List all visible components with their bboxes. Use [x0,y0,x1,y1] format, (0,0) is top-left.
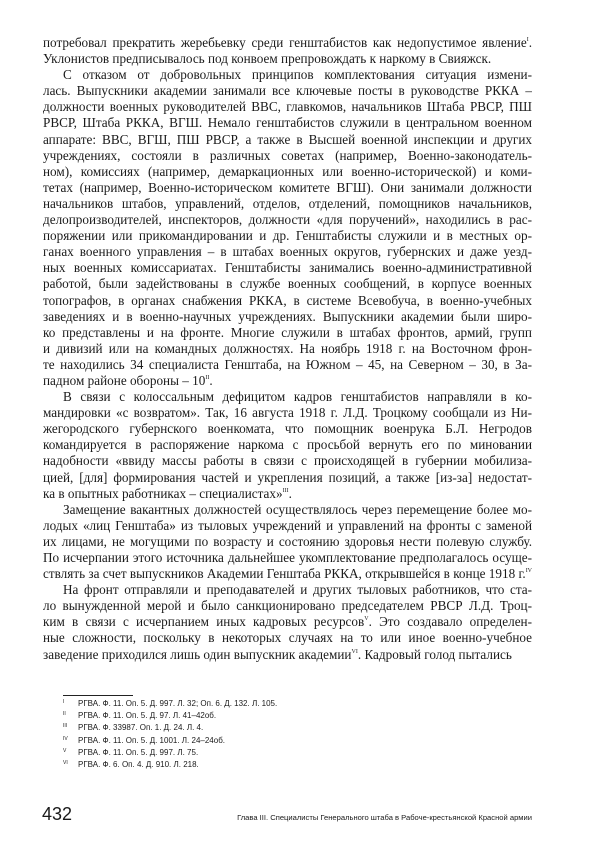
footnote [63,698,277,710]
text-line [43,421,532,437]
text-line [43,534,532,550]
text-line [43,373,532,389]
text-segment: . [209,372,213,388]
footnote-text: РГВА. Ф. 33987. Оп. 1. Д. 24. Л. 4. [78,723,204,733]
text-segment: ном), комиссиях (например, демаркационных или военно-исторической) и коми- [43,163,532,179]
text-line [43,518,532,534]
text-segment: топографов, в органах снабжения РККА, в системе Всевобуча, в военно-учебных [43,292,532,308]
text-segment: потребовал прекратить жеребьевку среди генштабистов как недопустимое явление [43,35,527,50]
text-line [43,341,532,357]
text-segment: падном районе обороны – 10 [43,372,206,388]
text-line [43,51,532,67]
text-line [43,99,532,115]
footnote-ref[interactable]: III [282,487,289,494]
footnote [63,759,277,771]
footnote-ref[interactable]: V [364,616,369,623]
footnote [63,722,277,734]
footnote-text: РГВА. Ф. 11. Оп. 5. Д. 997. Л. 32; Оп. 6. Д. 132. Л. 105. [78,699,278,708]
text-segment: цией, [для] формирования частей и укрепления позиций, а также [из-за] недостат- [43,469,532,485]
footnote-divider [63,695,133,696]
text-line [43,132,532,148]
text-segment: учреждениях, состояли в различных советах (например, Военно-законодатель- [43,147,532,163]
text-segment: лась. Выпускники академии занимали все ключевые посты в руководстве РККА – [43,83,532,99]
text-line [43,582,532,598]
text-segment: командируется в распоряжение наркома с просьбой вернуть его по миновании [43,437,532,453]
text-line [43,180,532,196]
text-segment: По исчерпании этого источника дальнейшее укомплектование предполагалось осуще- [43,550,532,565]
text-segment: и дивизий или на командных должностях. На ноябрь 1918 г. на Восточном фрон- [43,340,532,356]
footnote-marker: V [63,747,67,754]
text-segment: . [528,35,532,50]
footnote-marker: III [63,723,68,730]
footnote-text: РГВА. Ф. 6. Оп. 4. Д. 910. Л. 218. [78,759,199,769]
text-line [43,502,532,518]
text-segment: С отказом от добровольных принципов комплектования ситуация измени- [63,67,532,83]
text-segment: В связи с колоссальным дефицитом кадров генштабистов направляли в ко- [63,389,532,405]
text-segment: Замещение вакантных должностей осуществлялось через перемещение более мо- [63,501,532,517]
text-segment: заведение приходился лишь один выпускник академии [43,646,352,662]
text-segment: На фронт отправляли и преподавателей и других тыловых работников, что ста- [63,582,532,598]
paragraph [43,35,532,67]
text-line [43,35,532,51]
text-segment: заведениях и в военно-научных учреждениях. Выпускники академии были широ- [43,308,532,324]
footnote-marker: II [63,711,66,718]
text-line [43,83,532,99]
text-segment: ных военных комиссариатах. Генштабисты занимались военно-административной [43,260,532,276]
paragraph [43,582,532,662]
footnote [63,747,277,759]
text-line [43,566,532,582]
text-segment: работой, были задействованы в службе военных сообщений, в корпусе военных [43,276,532,292]
text-segment: аппарате: ВВС, ВГШ, ПШ РВСР, а также в Высшей военной инспекции и других [43,131,532,147]
text-line [43,598,532,614]
text-line [43,614,532,630]
text-segment: должности военных руководителей ВВС, главкомов, начальников Штаба РВСР, ПШ [43,99,532,115]
paragraph [43,67,532,389]
text-segment: надобности «ввиду массы работы в связи с происходящей в губернии мобилиза- [43,453,532,469]
text-line [43,276,532,292]
text-segment: поряжении или прикомандировании и др. Генштабисты служили и в местных ор- [43,228,532,244]
text-segment: те находились 34 специалиста Генштаба, на Южном – 45, на Северном – 30, в За- [43,356,532,372]
footnote-text: РГВА. Ф. 11. Оп. 5. Д. 1001. Л. 24–24об. [78,735,225,745]
footnote-ref[interactable]: VI [351,648,358,655]
text-segment: делопроизводителей, инспекторов, должности «для поручений», находились в рас- [43,212,532,228]
text-line [43,115,532,131]
footnote-ref[interactable]: I [526,37,529,43]
text-line [43,325,532,341]
text-line [43,164,532,180]
text-segment: тетах (например, Военно-историческом комитете ВГШ). Они занимали должности [43,179,532,195]
text-segment: мандировки «с возвратом». Так, 16 августа 1918 г. Л.Д. Троцкому сообщали из Ни- [43,405,532,421]
text-segment: ные сложности, поскольку в некоторых случаях на то или иное военно-учебное [43,630,532,646]
text-line [43,293,532,309]
text-line [43,260,532,276]
text-line [43,67,532,83]
text-line [43,550,532,566]
footnote-marker: I [63,699,65,705]
body-text [43,35,532,663]
text-line [43,647,532,663]
text-line [43,244,532,260]
text-line [43,405,532,421]
text-segment: жегородского губернского военкомата, что помощник военрука Б.Л. Негродов [43,421,532,437]
text-line [43,357,532,373]
text-segment: ко представлены и на фронте. Многие служили в штабах фронтов, армий, групп [43,324,532,340]
text-line [43,212,532,228]
text-segment: ствлять за счет выпускников Академии Генштаба РККА, открывшейся в конце 1918 г. [43,566,526,582]
text-line [43,228,532,244]
text-segment: ло вынужденной мерой и было санкционировано председателем РВСР Л.Д. Троц- [43,598,532,614]
running-footer-title: Глава III. Специалисты Генерального штаба в Рабоче-крестьянской Красной армии [237,813,532,822]
text-segment: ка в опытных работниках – специалистах» [43,485,283,501]
text-line [43,470,532,486]
footnote [63,710,277,722]
text-line [43,389,532,405]
footnotes [63,698,277,771]
footnote [63,735,277,747]
footnote-marker: VI [63,759,68,766]
text-segment: начальников штабов, управлений, отделов, отделений, помощников начальников, [43,195,532,211]
text-segment: ганах военного управления – в штабах военных округов, губернских и даже уезд- [43,244,532,260]
text-segment: . Это создавало определен- [368,614,532,630]
footnote-text: РГВА. Ф. 11. Оп. 5. Д. 97. Л. 41–42об. [78,711,217,721]
text-line [43,486,532,502]
text-line [43,148,532,164]
text-line [43,453,532,469]
text-segment: их лицами, не могущими по возрасту и состоянию здоровья нести полевую службу. [43,533,532,549]
text-line [43,437,532,453]
text-segment: ким в связи с исчерпанием иных кадровых ресурсов [43,614,365,630]
text-segment: РВСР, Штаба РККА, ВГШ. Немало генштабистов служили в центральном военном [43,115,532,131]
text-segment: . [288,485,292,501]
text-line [43,196,532,212]
paragraph [43,502,532,582]
text-line [43,630,532,646]
text-segment: . Кадровый голод пытались [357,646,512,662]
page-number: 432 [42,804,73,824]
footnote-text: РГВА. Ф. 11. Оп. 5. Д. 997. Л. 75. [78,747,199,757]
text-segment: лодых «лиц Генштаба» из тыловых учреждений и управлений на фронты с заменой [43,517,532,533]
footnote-ref[interactable]: II [205,374,210,381]
footnote-ref[interactable]: IV [525,568,532,575]
text-segment: Уклонистов предписывалось под конвоем препровождать к наркому в Свияжск. [43,51,492,67]
footnote-marker: IV [63,735,68,742]
paragraph [43,389,532,502]
text-line [43,309,532,325]
